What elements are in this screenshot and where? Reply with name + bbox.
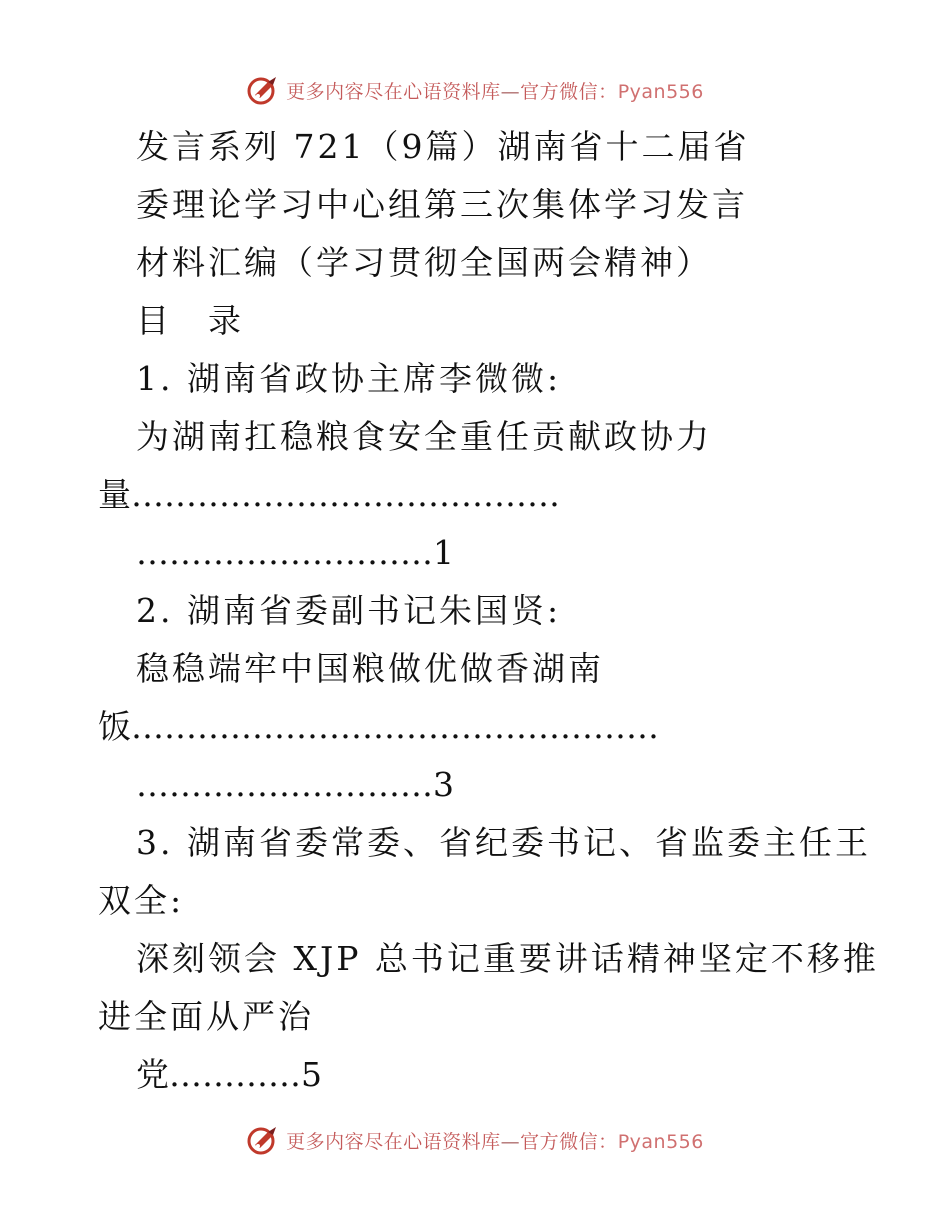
toc-entry-3-title: 深刻领会 XJP 总书记重要讲话精神坚定不移推 — [136, 939, 879, 978]
header-watermark-banner — [0, 70, 950, 110]
toc-entry-1-page: ………………………1 — [136, 533, 454, 572]
toc-entry-2-title-continued: 饭………………………………………… — [98, 707, 659, 746]
toc-entry-1-title: 为湖南扛稳粮食安全重任贡献政协力 — [136, 417, 712, 456]
toc-entry-1-title-continued: 量………………………………… — [98, 475, 560, 514]
title-line-3: 材料汇编（学习贯彻全国两会精神） — [136, 243, 712, 282]
toc-heading: 目 录 — [136, 301, 244, 340]
toc-entry-1-speaker: 1. 湖南省政协主席李微微: — [136, 359, 562, 398]
toc-entry-3-speaker-continued: 双全: — [98, 881, 185, 920]
title-line-2: 委理论学习中心组第三次集体学习发言 — [136, 185, 748, 224]
footer-watermark-banner — [0, 1120, 950, 1160]
toc-entry-3-page: 党…………5 — [136, 1055, 322, 1094]
toc-entry-2-title: 稳稳端牢中国粮做优做香湖南 — [136, 649, 604, 688]
toc-entry-2-speaker: 2. 湖南省委副书记朱国贤: — [136, 591, 562, 630]
pen-logo-icon — [246, 73, 280, 107]
toc-entry-3-title-continued: 进全面从严治 — [98, 997, 314, 1036]
toc-entry-3-speaker: 3. 湖南省委常委、省纪委书记、省监委主任王 — [136, 823, 871, 862]
watermark-text: 更多内容尽在心语资料库—官方微信：Pyan556 — [286, 1130, 704, 1153]
pen-logo-icon — [246, 1123, 280, 1157]
toc-entry-2-page: ………………………3 — [136, 765, 454, 804]
title-line-1: 发言系列 721（9篇）湖南省十二届省 — [136, 127, 750, 166]
watermark-text: 更多内容尽在心语资料库—官方微信：Pyan556 — [286, 80, 704, 103]
